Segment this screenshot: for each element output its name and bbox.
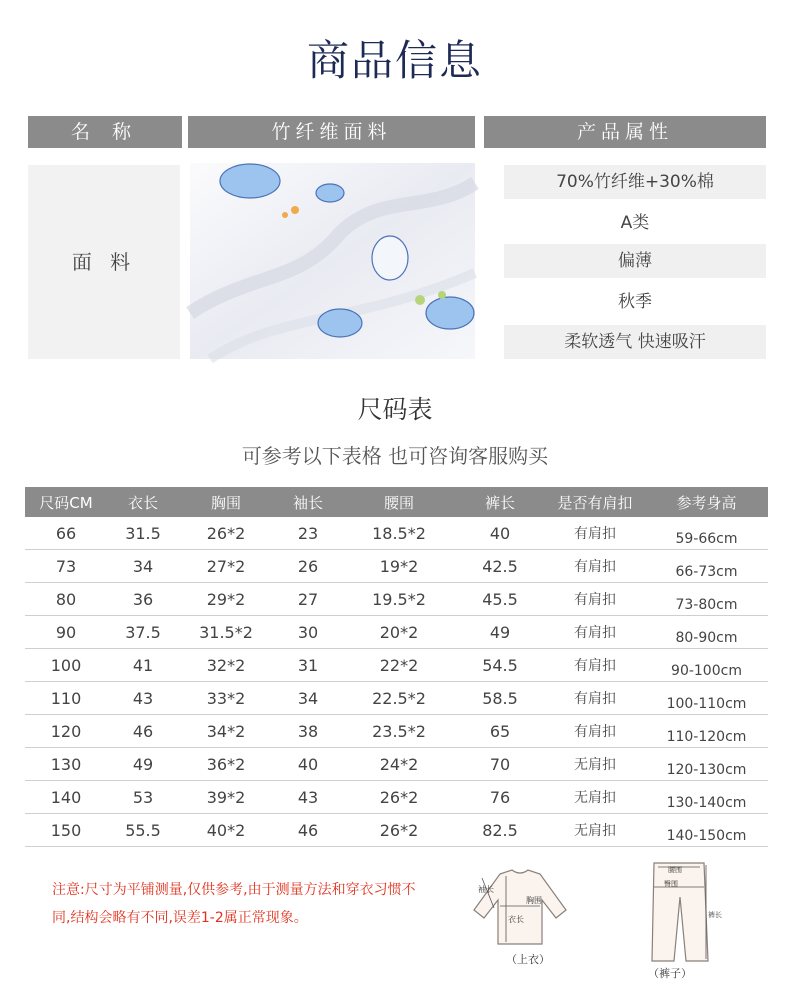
fabric-photo — [190, 163, 475, 359]
col-size: 尺码CM — [25, 487, 107, 517]
size-cell: 有肩扣 — [545, 649, 645, 682]
col-sleeve: 袖长 — [273, 487, 343, 517]
size-cell: 90 — [25, 616, 107, 649]
col-waist: 腰围 — [343, 487, 455, 517]
size-cell: 66 — [25, 517, 107, 550]
size-cell: 31 — [273, 649, 343, 682]
size-cell: 30 — [273, 616, 343, 649]
size-cell: 26*2 — [343, 781, 455, 814]
size-cell: 140-150cm — [645, 814, 768, 847]
header-name: 名 称 — [28, 116, 182, 148]
size-cell: 73 — [25, 550, 107, 583]
size-cell: 37.5 — [107, 616, 179, 649]
size-cell: 40*2 — [179, 814, 273, 847]
header-attributes: 产品属性 — [484, 116, 766, 148]
size-cell: 39*2 — [179, 781, 273, 814]
size-cell: 无肩扣 — [545, 748, 645, 781]
attr-grade: A类 — [620, 213, 650, 233]
size-cell: 22.5*2 — [343, 682, 455, 715]
size-row — [25, 616, 768, 649]
size-cell: 有肩扣 — [545, 517, 645, 550]
size-cell: 有肩扣 — [545, 715, 645, 748]
size-cell: 130 — [25, 748, 107, 781]
top-caption: （上衣） — [506, 953, 550, 966]
size-cell: 有肩扣 — [545, 583, 645, 616]
size-cell: 26*2 — [179, 517, 273, 550]
size-cell: 70 — [455, 748, 545, 781]
size-table — [25, 487, 768, 847]
size-cell: 34 — [273, 682, 343, 715]
size-cell: 40 — [455, 517, 545, 550]
size-cell: 31.5 — [107, 517, 179, 550]
size-cell: 76 — [455, 781, 545, 814]
pants-caption: （裤子） — [648, 967, 692, 980]
fabric-label: 面 料 — [28, 165, 180, 359]
attr-season: 秋季 — [618, 292, 652, 312]
size-cell: 54.5 — [455, 649, 545, 682]
size-row — [25, 583, 768, 616]
size-cell: 34*2 — [179, 715, 273, 748]
size-cell: 100-110cm — [645, 682, 768, 715]
size-row — [25, 649, 768, 682]
size-row — [25, 517, 768, 550]
size-cell: 80 — [25, 583, 107, 616]
size-cell: 46 — [107, 715, 179, 748]
size-cell: 82.5 — [455, 814, 545, 847]
pants-length-label: 裤长 — [708, 911, 722, 919]
size-cell: 59-66cm — [645, 517, 768, 550]
size-chart-title: 尺码表 — [357, 395, 433, 424]
size-cell: 65 — [455, 715, 545, 748]
pants-diagram — [640, 857, 720, 983]
size-cell: 31.5*2 — [179, 616, 273, 649]
size-cell: 41 — [107, 649, 179, 682]
size-cell: 26 — [273, 550, 343, 583]
size-cell: 有肩扣 — [545, 550, 645, 583]
size-cell: 120-130cm — [645, 748, 768, 781]
size-row — [25, 748, 768, 781]
size-cell: 49 — [107, 748, 179, 781]
header-material: 竹纤维面料 — [188, 116, 475, 148]
size-cell: 22*2 — [343, 649, 455, 682]
size-cell: 23 — [273, 517, 343, 550]
col-length: 衣长 — [107, 487, 179, 517]
size-row — [25, 814, 768, 847]
size-cell: 34 — [107, 550, 179, 583]
measurement-note: 注意:尺寸为平铺测量,仅供参考,由于测量方法和穿衣习惯不同,结构会略有不同,误差1-2属正常现象。 — [52, 882, 416, 926]
attr-feature: 柔软透气 快速吸汗 — [504, 325, 766, 359]
col-pants-length: 裤长 — [455, 487, 545, 517]
size-cell: 32*2 — [179, 649, 273, 682]
attr-composition: 70%竹纤维+30%棉 — [504, 165, 766, 199]
size-row — [25, 715, 768, 748]
size-table-header — [25, 487, 768, 517]
size-cell: 23.5*2 — [343, 715, 455, 748]
size-cell: 73-80cm — [645, 583, 768, 616]
size-cell: 55.5 — [107, 814, 179, 847]
col-height: 参考身高 — [645, 487, 768, 517]
size-cell: 无肩扣 — [545, 814, 645, 847]
top-chest-label: 胸围 — [526, 896, 542, 905]
size-cell: 27 — [273, 583, 343, 616]
size-cell: 49 — [455, 616, 545, 649]
size-cell: 18.5*2 — [343, 517, 455, 550]
size-cell: 29*2 — [179, 583, 273, 616]
pants-waist-label: 腰围 — [668, 866, 682, 874]
size-cell: 120 — [25, 715, 107, 748]
top-length-label: 衣长 — [508, 915, 524, 924]
size-cell: 80-90cm — [645, 616, 768, 649]
size-cell: 有肩扣 — [545, 682, 645, 715]
size-cell: 58.5 — [455, 682, 545, 715]
top-garment-diagram — [470, 862, 570, 972]
pants-hip-label: 臀围 — [664, 880, 678, 888]
size-cell: 140 — [25, 781, 107, 814]
size-cell: 19.5*2 — [343, 583, 455, 616]
size-cell: 66-73cm — [645, 550, 768, 583]
size-cell: 45.5 — [455, 583, 545, 616]
top-sleeve-label: 袖长 — [478, 885, 494, 894]
size-cell: 36 — [107, 583, 179, 616]
size-cell: 有肩扣 — [545, 616, 645, 649]
size-cell: 150 — [25, 814, 107, 847]
size-cell: 53 — [107, 781, 179, 814]
size-cell: 42.5 — [455, 550, 545, 583]
size-cell: 46 — [273, 814, 343, 847]
size-row — [25, 550, 768, 583]
size-cell: 43 — [273, 781, 343, 814]
size-cell: 36*2 — [179, 748, 273, 781]
page-title: 商品信息 — [306, 36, 483, 85]
size-cell: 无肩扣 — [545, 781, 645, 814]
size-cell: 130-140cm — [645, 781, 768, 814]
size-cell: 100 — [25, 649, 107, 682]
size-cell: 90-100cm — [645, 649, 768, 682]
size-cell: 27*2 — [179, 550, 273, 583]
size-cell: 20*2 — [343, 616, 455, 649]
size-row — [25, 682, 768, 715]
attr-thickness: 偏薄 — [504, 244, 766, 278]
size-cell: 26*2 — [343, 814, 455, 847]
size-chart-note: 可参考以下表格 也可咨询客服购买 — [241, 444, 549, 468]
size-cell: 38 — [273, 715, 343, 748]
size-cell: 40 — [273, 748, 343, 781]
size-cell: 110 — [25, 682, 107, 715]
size-cell: 43 — [107, 682, 179, 715]
col-shoulder-button: 是否有肩扣 — [545, 487, 645, 517]
size-cell: 24*2 — [343, 748, 455, 781]
col-chest: 胸围 — [179, 487, 273, 517]
size-cell: 19*2 — [343, 550, 455, 583]
size-row — [25, 781, 768, 814]
size-cell: 33*2 — [179, 682, 273, 715]
size-cell: 110-120cm — [645, 715, 768, 748]
